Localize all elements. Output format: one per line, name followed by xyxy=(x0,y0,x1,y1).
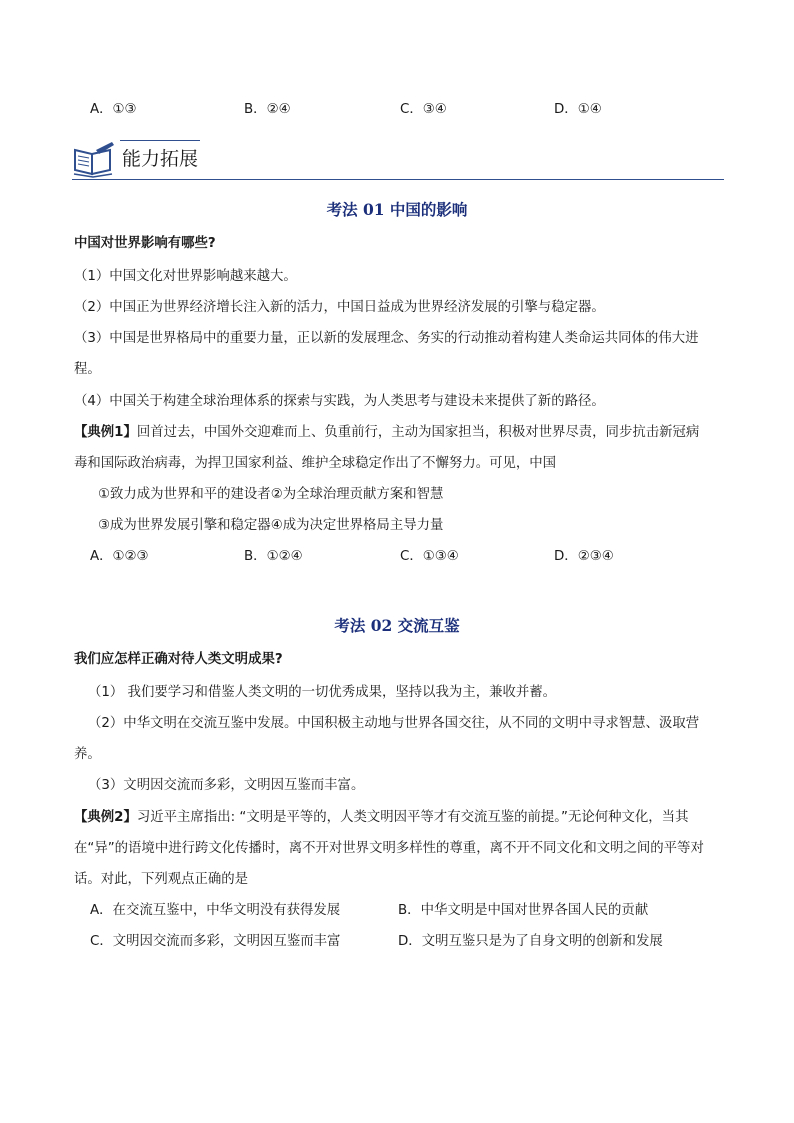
banner-top-line xyxy=(120,140,200,141)
section2-point-3: （3）文明因交流而多彩，文明因互鉴而丰富。 xyxy=(88,778,365,793)
option-b[interactable]: B．②④ xyxy=(244,102,291,117)
section1-question: 中国对世界影响有哪些? xyxy=(74,236,216,251)
example2-options-row-1 xyxy=(90,901,730,921)
ability-expansion-banner xyxy=(72,136,724,180)
example1-option-d[interactable]: D．②③④ xyxy=(554,549,614,564)
section1-heading: 考法 01 中国的影响 xyxy=(326,200,468,219)
example1-option-a[interactable]: A．①②③ xyxy=(90,549,149,564)
section2-point-1: （1） 我们要学习和借鉴人类文明的一切优秀成果，坚持以我为主，兼收并蓄。 xyxy=(88,685,557,700)
section1-point-3-cont: 程。 xyxy=(74,362,101,377)
example1-text-1: 回首过去，中国外交迎难而上、负重前行，主动为国家担当，积极对世界尽责，同步抗击新冠病 xyxy=(136,425,700,440)
banner-rule xyxy=(72,179,724,181)
section2-heading: 考法 02 交流互鉴 xyxy=(334,616,460,635)
example2-text-2: 在“异”的语境中进行跨文化传播时，离不开对世界文明多样性的尊重，离不开不同文化和文明之间的平等对 xyxy=(74,841,704,856)
example1-option-b[interactable]: B．①②④ xyxy=(244,549,303,564)
example2-tag: 【典例2】 xyxy=(74,810,137,825)
section2-question: 我们应怎样正确对待人类文明成果? xyxy=(74,652,283,667)
section2-example xyxy=(74,808,734,828)
example2-text-3: 话。对此，下列观点正确的是 xyxy=(74,872,249,887)
option-a[interactable]: A．①③ xyxy=(90,102,137,117)
section2-point-2: （2）中华文明在交流互鉴中发展。中国积极主动地与世界各国交往，从不同的文明中寻求智慧、汲取营 xyxy=(88,716,700,731)
option-c[interactable]: C．③④ xyxy=(400,102,447,117)
example1-options xyxy=(90,547,730,567)
section1-point-3: （3）中国是世界格局中的重要力量，正以新的发展理念、务实的行动推动着构建人类命运共同体的伟大进 xyxy=(74,331,699,346)
example2-option-b[interactable]: B．中华文明是中国对世界各国人民的贡献 xyxy=(398,903,649,918)
example2-option-c[interactable]: C．文明因交流而多彩，文明因互鉴而丰富 xyxy=(90,934,341,949)
book-pen-icon xyxy=(72,140,116,178)
example1-text-2: 毒和国际政治病毒，为捍卫国家利益、维护全球稳定作出了不懈努力。可见，中国 xyxy=(74,456,557,471)
option-d[interactable]: D．①④ xyxy=(554,102,602,117)
section1-point-1: （1）中国文化对世界影响越来越大。 xyxy=(74,269,297,284)
top-options-row xyxy=(90,100,730,120)
example1-statement-2: ③成为世界发展引擎和稳定器④成为决定世界格局主导力量 xyxy=(98,518,444,533)
example1-option-c[interactable]: C．①③④ xyxy=(400,549,459,564)
example2-text-1: 习近平主席指出: “文明是平等的，人类文明因平等才有交流互鉴的前提。”无论何种文化，当其 xyxy=(136,810,689,825)
banner-title: 能力拓展 xyxy=(122,148,199,170)
section1-point-2: （2）中国正为世界经济增长注入新的活力，中国日益成为世界经济发展的引擎与稳定器。 xyxy=(74,300,605,315)
example1-statement-1: ①致力成为世界和平的建设者②为全球治理贡献方案和智慧 xyxy=(98,487,444,502)
example2-option-a[interactable]: A．在交流互鉴中，中华文明没有获得发展 xyxy=(90,903,341,918)
section1-point-4: （4）中国关于构建全球治理体系的探索与实践，为人类思考与建设未来提供了新的路径。 xyxy=(74,394,605,409)
example2-option-d[interactable]: D．文明互鉴只是为了自身文明的创新和发展 xyxy=(398,934,663,949)
section1-example xyxy=(74,423,734,443)
example1-tag: 【典例1】 xyxy=(74,425,137,440)
section2-point-2-cont: 养。 xyxy=(74,747,101,762)
example2-options-row-2 xyxy=(90,932,730,952)
